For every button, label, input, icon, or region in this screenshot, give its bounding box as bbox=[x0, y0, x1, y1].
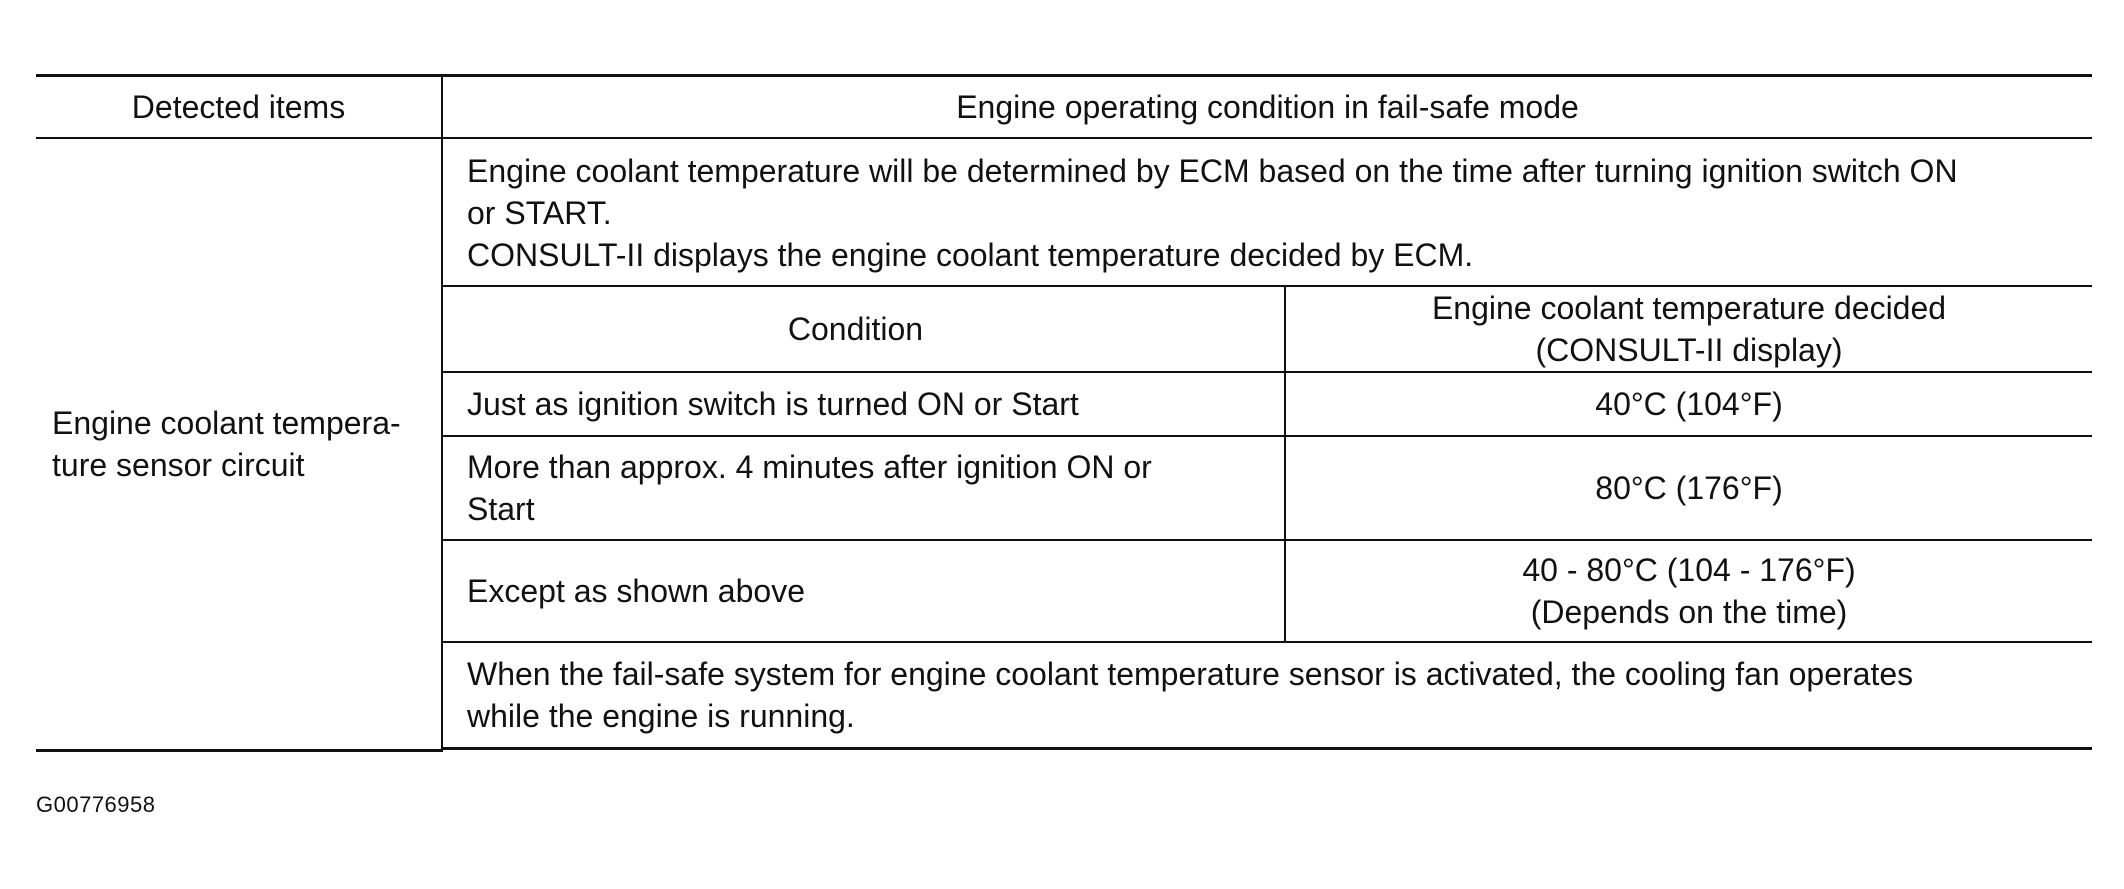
condition-cell bbox=[443, 372, 1285, 436]
intro-line: Engine coolant temperature will be determined by ECM based on the time after turning ignition switch ON bbox=[467, 153, 1958, 189]
condition-cell bbox=[443, 540, 1285, 642]
header-operating-condition: Engine operating condition in fail-safe mode bbox=[442, 76, 2092, 139]
note-line: while the engine is running. bbox=[467, 698, 855, 734]
temperature-cell bbox=[1285, 372, 2092, 436]
condition-temperature-table bbox=[443, 287, 2092, 643]
detected-item-cell bbox=[36, 138, 442, 750]
table-header-row bbox=[36, 76, 2092, 139]
figure-code: G00776958 bbox=[36, 792, 156, 817]
temperature-cell bbox=[1285, 436, 2092, 540]
fail-safe-note bbox=[443, 643, 2092, 750]
intro-text bbox=[443, 139, 2092, 287]
detected-item-line: ture sensor circuit bbox=[52, 446, 305, 483]
intro-line: CONSULT-II displays the engine coolant temperature decided by ECM. bbox=[467, 237, 1474, 273]
condition-line: Except as shown above bbox=[467, 573, 805, 609]
sub-header-temp-line: Engine coolant temperature decided bbox=[1431, 290, 1947, 326]
sub-header-row bbox=[443, 287, 2092, 372]
temperature-line: 40 - 80°C (104 - 176°F) bbox=[1522, 552, 1856, 588]
detected-item-line: Engine coolant tempera- bbox=[52, 404, 401, 441]
temperature-cell bbox=[1285, 540, 2092, 642]
condition-cell bbox=[443, 436, 1285, 540]
fail-safe-table bbox=[36, 74, 2092, 752]
sub-header-condition: Condition bbox=[443, 287, 1285, 372]
temperature-line: (Depends on the time) bbox=[1530, 594, 1848, 630]
header-detected-items: Detected items bbox=[36, 76, 442, 139]
temperature-line: 40°C (104°F) bbox=[1595, 386, 1783, 422]
condition-line: Start bbox=[467, 491, 535, 527]
sub-header-temp-line: (CONSULT-II display) bbox=[1535, 332, 1843, 368]
table-body-row bbox=[36, 138, 2092, 750]
table-row bbox=[443, 372, 2092, 436]
condition-line: Just as ignition switch is turned ON or Start bbox=[467, 386, 1079, 422]
table-row bbox=[443, 436, 2092, 540]
note-line: When the fail-safe system for engine coolant temperature sensor is activated, the cooling fan operates bbox=[467, 656, 1914, 692]
sub-header-temperature bbox=[1285, 287, 2092, 372]
operating-condition-cell bbox=[442, 138, 2092, 750]
temperature-line: 80°C (176°F) bbox=[1595, 470, 1783, 506]
table-row bbox=[443, 540, 2092, 642]
condition-line: More than approx. 4 minutes after ignition ON or bbox=[467, 449, 1152, 485]
intro-line: or START. bbox=[467, 195, 612, 231]
